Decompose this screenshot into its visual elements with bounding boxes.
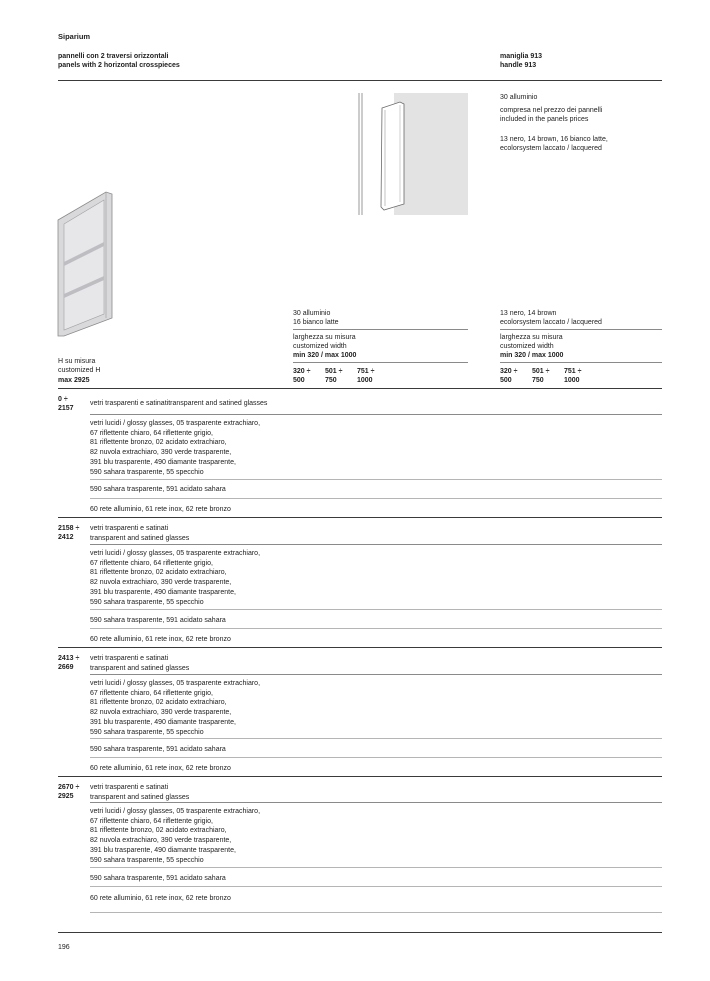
row-divider: [90, 802, 662, 803]
sahara-glasses: 590 sahara trasparente, 591 acidato sahara: [90, 617, 226, 624]
row-divider: [90, 886, 662, 887]
footer-divider: [58, 932, 662, 933]
header-divider: [58, 80, 662, 81]
row-divider: [90, 414, 662, 415]
col-b-width-3-to: 1000: [564, 377, 580, 384]
section-divider: [58, 517, 662, 518]
height-range-from: 2413 ÷: [58, 655, 80, 662]
col-a-width-range: min 320 / max 1000: [293, 352, 357, 359]
row-divider: [90, 912, 662, 913]
col-b-width-1-to: 500: [500, 377, 512, 384]
height-range-to: 2669: [58, 664, 74, 671]
glass-category-heading: vetri trasparenti e satinati transparent and satined glasses: [90, 525, 190, 542]
handle-colors: 13 nero, 14 brown, 16 bianco latte,: [500, 136, 608, 143]
mesh-glasses: 60 rete alluminio, 61 rete inox, 62 rete bronzo: [90, 895, 231, 902]
height-label-it: H su misura: [58, 358, 96, 365]
sahara-glasses: 590 sahara trasparente, 591 acidato sahara: [90, 486, 226, 493]
col-a-width-2-from: 501 ÷: [325, 368, 343, 375]
col-b-width-en: customized width: [500, 343, 554, 350]
panel-type-it: pannelli con 2 traversi orizzontali: [58, 53, 169, 60]
glass-category-heading: vetri trasparenti e satinatitransparent and satined glasses: [90, 400, 268, 407]
mesh-glasses: 60 rete alluminio, 61 rete inox, 62 rete bronzo: [90, 636, 231, 643]
col-b-finish-1: 13 nero, 14 brown: [500, 310, 557, 317]
col-b-finish-2: ecolorsystem laccato / lacquered: [500, 319, 602, 326]
col-a-divider-2: [293, 362, 468, 363]
panel-type-en: panels with 2 horizontal crosspieces: [58, 62, 180, 69]
height-label-en: customized H: [58, 367, 101, 374]
height-range-to: 2925: [58, 793, 74, 800]
glossy-glasses-list: vetri lucidi / glossy glasses, 05 trasparente extrachiaro, 67 riflettente chiaro, 64 riflettente grigio, 81 riflettente bronzo, 02 acidato extrachiaro, 82 nuvola extrachiaro, 390 verde trasparente, 391 blu trasparente, 490 diamante trasparente, 590 sahara trasparente, 55 specchio: [90, 550, 261, 606]
col-a-width-1-from: 320 ÷: [293, 368, 311, 375]
col-b-width-3-from: 751 ÷: [564, 368, 582, 375]
glossy-glasses-list: vetri lucidi / glossy glasses, 05 trasparente extrachiaro, 67 riflettente chiaro, 64 riflettente grigio, 81 riflettente bronzo, 02 acidato extrachiaro, 82 nuvola extrachiaro, 390 verde trasparente, 391 blu trasparente, 490 diamante trasparente, 590 sahara trasparente, 55 specchio: [90, 420, 261, 476]
glossy-glasses-list: vetri lucidi / glossy glasses, 05 trasparente extrachiaro, 67 riflettente chiaro, 64 riflettente grigio, 81 riflettente bronzo, 02 acidato extrachiaro, 82 nuvola extrachiaro, 390 verde trasparente, 391 blu trasparente, 490 diamante trasparente, 590 sahara trasparente, 55 specchio: [90, 808, 261, 864]
height-range-from: 0 ÷: [58, 396, 68, 403]
row-divider: [90, 867, 662, 868]
handle-price-note-en: included in the panels prices: [500, 116, 589, 123]
glass-category-heading: vetri trasparenti e satinati transparent and satined glasses: [90, 784, 190, 801]
col-a-divider-1: [293, 329, 468, 330]
col-b-width-it: larghezza su misura: [500, 334, 563, 341]
col-a-width-it: larghezza su misura: [293, 334, 356, 341]
handle-name-it: maniglia 913: [500, 53, 543, 60]
row-divider: [90, 674, 662, 675]
col-b-divider-1: [500, 329, 662, 330]
col-a-finish-2: 16 bianco latte: [293, 319, 339, 326]
mesh-glasses: 60 rete alluminio, 61 rete inox, 62 rete bronzo: [90, 506, 231, 513]
col-b-width-range: min 320 / max 1000: [500, 352, 564, 359]
col-a-width-en: customized width: [293, 343, 347, 350]
row-divider: [90, 628, 662, 629]
row-divider: [90, 738, 662, 739]
row-divider: [90, 757, 662, 758]
height-range-from: 2670 ÷: [58, 784, 80, 791]
sahara-glasses: 590 sahara trasparente, 591 acidato sahara: [90, 746, 226, 753]
handle-price-note-it: compresa nel prezzo dei pannelli: [500, 107, 603, 114]
height-range-to: 2412: [58, 534, 74, 541]
col-a-width-3-from: 751 ÷: [357, 368, 375, 375]
height-range-to: 2157: [58, 405, 74, 412]
col-b-width-2-from: 501 ÷: [532, 368, 550, 375]
row-divider: [90, 498, 662, 499]
row-divider: [90, 479, 662, 480]
glossy-glasses-list: vetri lucidi / glossy glasses, 05 trasparente extrachiaro, 67 riflettente chiaro, 64 riflettente grigio, 81 riflettente bronzo, 02 acidato extrachiaro, 82 nuvola extrachiaro, 390 verde trasparente, 391 blu trasparente, 490 diamante trasparente, 590 sahara trasparente, 55 specchio: [90, 680, 261, 736]
section-divider: [58, 776, 662, 777]
section-title: Siparium: [58, 32, 91, 41]
row-divider: [90, 609, 662, 610]
glass-category-heading: vetri trasparenti e satinati transparent and satined glasses: [90, 655, 190, 672]
col-a-width-3-to: 1000: [357, 377, 373, 384]
handle-lacquered: ecolorsystem laccato / lacquered: [500, 145, 602, 152]
col-b-width-1-from: 320 ÷: [500, 368, 518, 375]
panel-drawing: [56, 190, 116, 340]
section-divider: [58, 647, 662, 648]
sahara-glasses: 590 sahara trasparente, 591 acidato sahara: [90, 875, 226, 882]
handle-913-drawing: [354, 92, 470, 217]
table-top-divider: [58, 388, 662, 389]
mesh-glasses: 60 rete alluminio, 61 rete inox, 62 rete bronzo: [90, 765, 231, 772]
col-a-finish-1: 30 alluminio: [293, 310, 331, 317]
handle-finish: 30 alluminio: [500, 94, 538, 101]
handle-name-en: handle 913: [500, 62, 537, 69]
col-a-width-2-to: 750: [325, 377, 337, 384]
height-max: max 2925: [58, 377, 90, 384]
col-a-width-1-to: 500: [293, 377, 305, 384]
col-b-divider-2: [500, 362, 662, 363]
page-number: 196: [58, 944, 70, 951]
row-divider: [90, 544, 662, 545]
height-range-from: 2158 ÷: [58, 525, 80, 532]
col-b-width-2-to: 750: [532, 377, 544, 384]
